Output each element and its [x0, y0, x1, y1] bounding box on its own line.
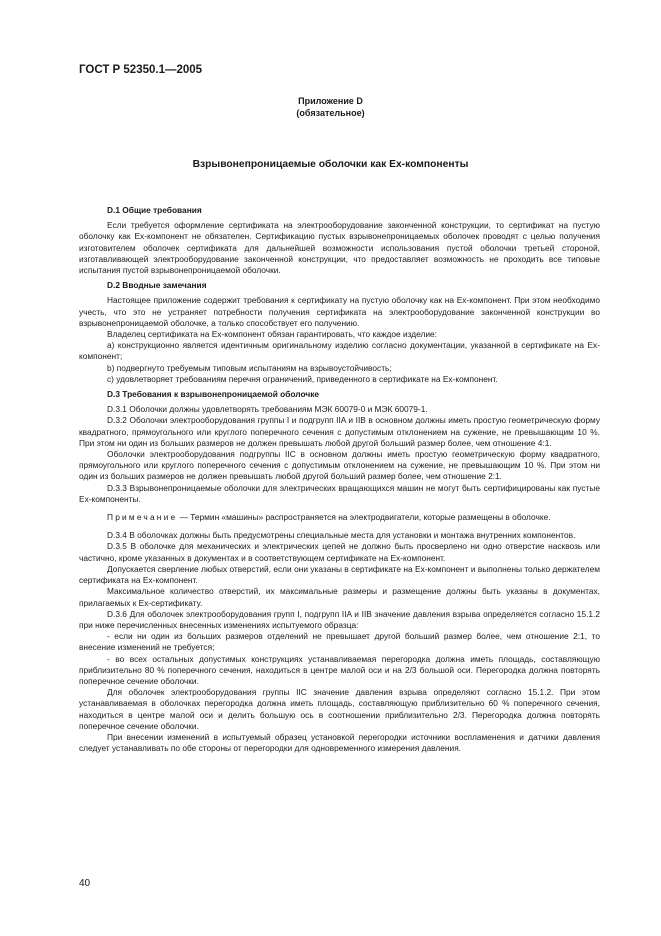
note: [79, 512, 600, 523]
section-heading-d1: D.1 Общие требования: [107, 205, 202, 215]
paragraph: Владелец сертификата на Ех-компонент обязан гарантировать, что каждое изделие:: [107, 329, 438, 340]
note-lead: Примечание: [107, 512, 178, 523]
paragraph: D.3.5 В оболочке для механических и электрических цепей не должно быть просверлено ни одно отверстие насквозь или частично, кроме указанных в документах и в соответствующем сертификате на Ех-компонент.: [79, 541, 600, 563]
paragraph: D.3.4 В оболочках должны быть предусмотрены специальные места для установки и монтажа внутренних компонентов.: [107, 530, 576, 541]
paragraph: При внесении изменений в испытуемый образец установкой перегородки источники воспламенения и датчики давления следует устанавливать по обе стороны от перегородки для одновременного измерения давления.: [79, 731, 600, 754]
section-heading-d2: D.2 Вводные замечания: [107, 280, 207, 291]
paragraph: D.3.1 Оболочки должны удовлетворять требованиям МЭК 60079-0 и МЭК 60079-1.: [107, 404, 428, 415]
appendix-title: Взрывонепроницаемые оболочки как Ех-компоненты: [192, 159, 469, 170]
note-text: — Термин «машины» распространяется на электродвигатели, которые размещены в оболочке.: [177, 512, 551, 523]
paragraph: D.3.3 Взрывонепроницаемые оболочки для электрических вращающихся машин не могут быть сертифицированы как пустые Ех-компоненты.: [79, 482, 600, 504]
paragraph: D.3.2 Оболочки электрооборудования группы I и подгрупп IIA и IIB в основном должны иметь простую геометрическую форму квадратного, прямоугольного или круглого поперечного сечения с допустимым отклонением на сужение, не превышающим 10 %. При этом ни один из больших размеров не должен превышать любой другой больший размер более, чем отношение 4:1.: [79, 415, 600, 448]
list-item: - во всех остальных допустимых конструкциях устанавливаемая перегородка должна иметь площадь, составляющую приблизительно 80 % поперечного сечения, находиться в центре малой оси и на 2/3 большой оси. Перегородка должна повторять поперечное сечение оболочки.: [79, 653, 600, 686]
paragraph: D.3.6 Для оболочек электрооборудования групп I, подгрупп IIA и IIB значение давления взрыва определяется согласно 15.1.2 при ниже перечисленных внесенных изменениях испытуемого образца:: [79, 608, 600, 630]
paragraph: Если требуется оформление сертификата на электрооборудование законченной конструкции, то сертификат на пустую оболочку как Ех-компонент не обязателен. Сертификацию пустых взрывонепроницаемых оболочек проводят с целью получения изготовителем оболочек сертификата для дальнейшей возможности использования пустой оболочки третьей стороной, изготавливающей электрооборудование законченной конструкции, что предоставляет возможность не проходить все типовые испытания пустой взрывонепроницаемой оболочки.: [79, 220, 600, 276]
list-item: - если ни один из больших размеров отделений не превышает другой больший размер более, чем отношение 2:1, то внесение изменений не требуется;: [79, 631, 600, 653]
paragraph: Оболочки электрооборудования подгруппы IIC в основном должны иметь простую геометрическую форму квадратного, прямоугольного или круглого поперечного сечения с допустимым отклонением на сужение, не превышающим 10 %. При этом ни один из больших размеров не должен превышать любой другой больший размер более, чем отношение 2:1.: [79, 449, 600, 482]
list-item: c) удовлетворяет требованиям перечня ограничений, приведенного в сертификате на Ех-компонент.: [107, 373, 498, 384]
list-item: b) подвергнуто требуемым типовым испытаниям на взрывоустойчивость;: [107, 362, 392, 373]
document-body: [79, 205, 600, 754]
standard-header: ГОСТ Р 52350.1—2005: [79, 64, 203, 76]
list-item: а) конструкционно является идентичным оригинальному изделию согласно документации, указанной в сертификате на Ех-компонент;: [79, 340, 600, 362]
paragraph: Настоящее приложение содержит требования к сертификату на пустую оболочку как на Ех-компонент. При этом необходимо учесть, что это не устраняет потребности получения сертификата на электрооборудование законченной конструкции во взрывонепроницаемой оболочке, а только способствует его получению.: [79, 295, 600, 328]
appendix-status: (обязательное): [296, 108, 365, 118]
appendix-label: Приложение D: [298, 96, 363, 106]
section-heading-d3: D.3 Требования к взрывонепроницаемой оболочке: [107, 389, 320, 400]
page-number: 40: [79, 878, 91, 889]
paragraph: Максимальное количество отверстий, их максимальные размеры и размещение должны быть указаны в документах, прилагаемых к Ех-сертификату.: [79, 586, 600, 608]
paragraph: Допускается сверление любых отверстий, если они указаны в сертификате на Ех-компонент и выполнены только держателем сертификата на Ех-компонент.: [79, 563, 600, 586]
paragraph: Для оболочек электрооборудования группы IIC значение давления взрыва определяют согласно 15.1.2. При этом устанавливаемая в оболочках перегородка должна иметь площадь, составляющую приблизительно 60 % поперечного сечения, находиться в центре малой оси и делить большую ось в соотношении приблизительно 2/3. Перегородка должна повторять поперечное сечение оболочки.: [79, 687, 600, 731]
